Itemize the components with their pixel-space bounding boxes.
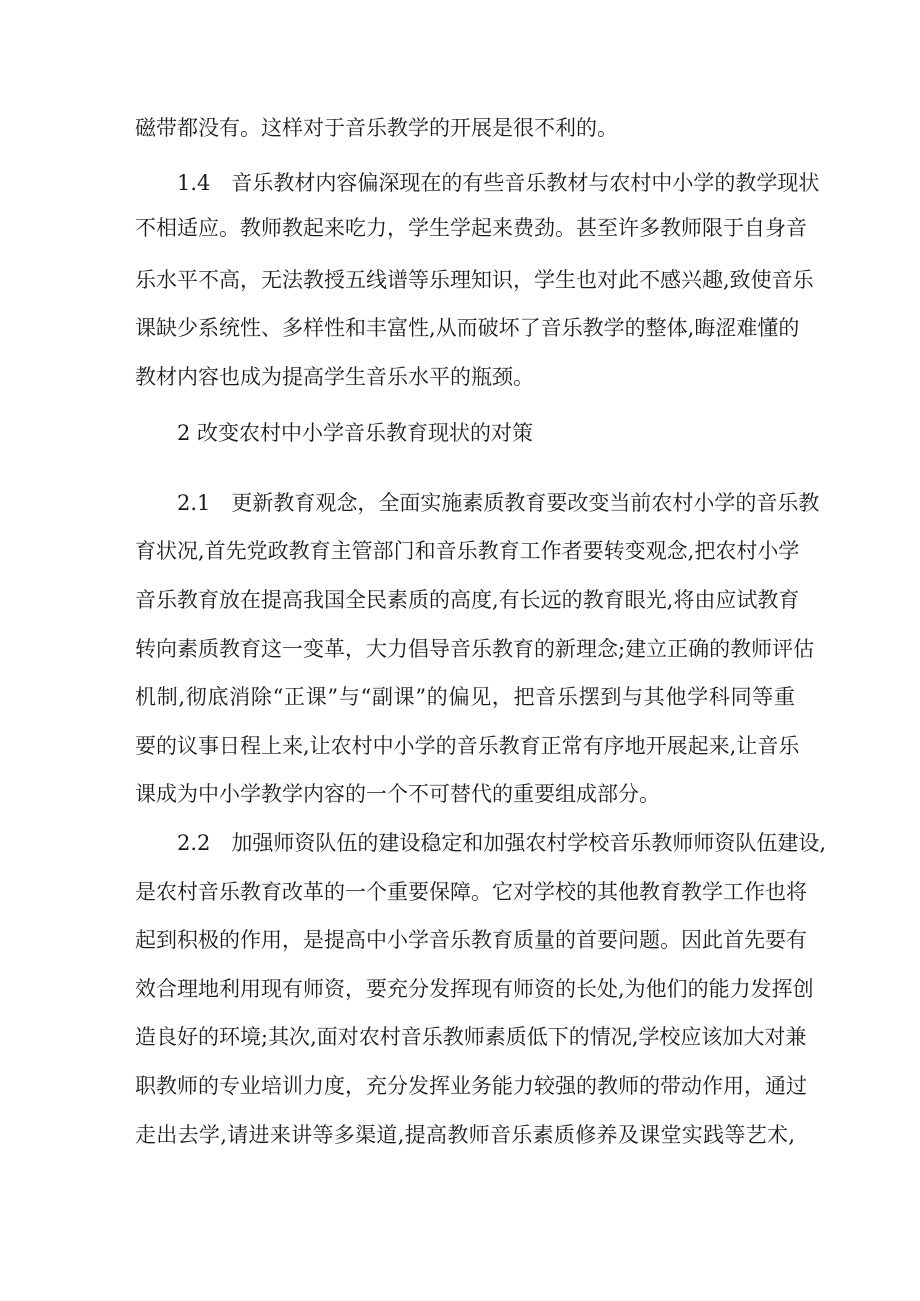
text-line: 课缺少系统性、多样性和丰富性,从而破坏了音乐教学的整体,晦涩难懂的: [135, 316, 800, 340]
paragraph-1-4-first-line: 1.4 音乐教材内容偏深现在的有些音乐教材与农村中小学的教学现状: [177, 171, 820, 195]
text-line: 育状况,首先党政教育主管部门和音乐教育工作者要转变观念,把农村小学: [135, 539, 800, 563]
text-line: 乐水平不高，无法教授五线谱等乐理知识，学生也对此不感兴趣,致使音乐: [135, 268, 814, 292]
text-line: 走出去学,请进来讲等多渠道,提高教师音乐素质修养及课堂实践等艺术,: [135, 1123, 795, 1147]
text-line: 不相适应。教师教起来吃力，学生学起来费劲。甚至许多教师限于自身音: [135, 216, 807, 240]
text-line: 是农村音乐教育改革的一个重要保障。它对学校的其他教育教学工作也将: [135, 880, 807, 904]
text-line: 音乐教育放在提高我国全民素质的高度,有长远的教育眼光,将由应试教育: [135, 588, 800, 612]
text-line: 机制,彻底消除“正课”与“副课”的偏见，把音乐摆到与其他学科同等重: [135, 685, 795, 709]
text-line: 课成为中小学教学内容的一个不可替代的重要组成部分。: [135, 782, 660, 806]
text-line: 教材内容也成为提高学生音乐水平的瓶颈。: [135, 365, 534, 389]
paragraph-2-1-first-line: 2.1 更新教育观念，全面实施素质教育要改变当前农村小学的音乐教: [177, 491, 820, 515]
text-line: 造良好的环境;其次,面对农村音乐教师素质低下的情况,学校应该加大对兼: [135, 1025, 807, 1049]
text-line: 转向素质教育这一变革，大力倡导音乐教育的新理念;建立正确的教师评估: [135, 637, 815, 661]
text-line: 磁带都没有。这样对于音乐教学的开展是很不利的。: [135, 116, 618, 140]
text-line: 要的议事日程上来,让农村中小学的音乐教育正常有序地开展起来,让音乐: [135, 734, 800, 758]
section-heading: 2 改变农村中小学音乐教育现状的对策: [177, 421, 534, 445]
text-line: 职教师的专业培训力度，充分发挥业务能力较强的教师的带动作用，通过: [135, 1074, 807, 1098]
paragraph-2-2-first-line: 2.2 加强师资队伍的建设稳定和加强农村学校音乐教师师资队伍建设,: [177, 831, 827, 855]
text-line: 效合理地利用现有师资，要充分发挥现有师资的长处,为他们的能力发挥创: [135, 977, 814, 1001]
text-line: 起到积极的作用，是提高中小学音乐教育质量的首要问题。因此首先要有: [135, 928, 807, 952]
